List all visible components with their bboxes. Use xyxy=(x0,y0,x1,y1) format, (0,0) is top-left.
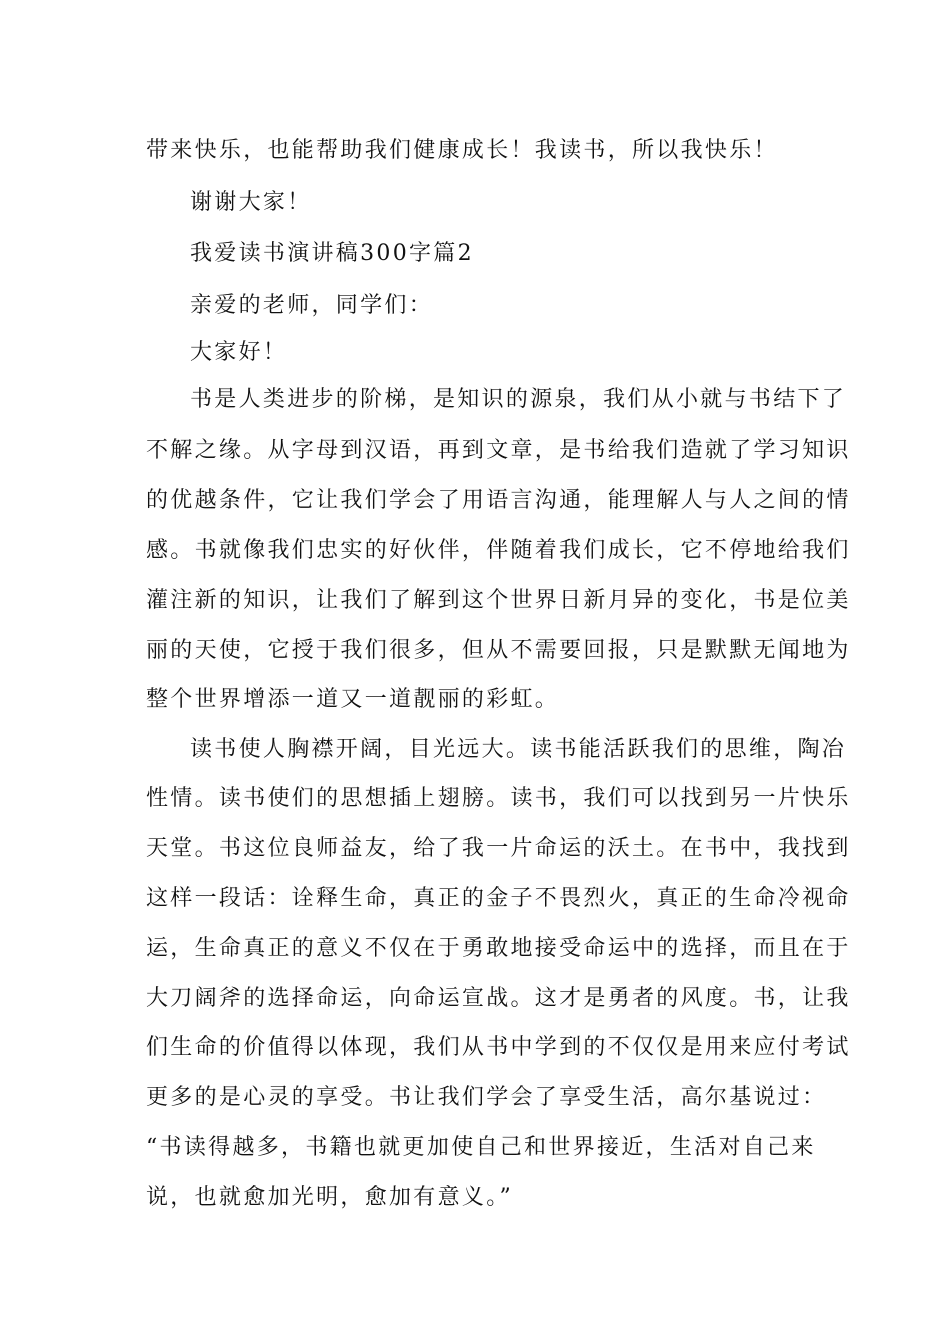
text-line: 更多的是心灵的享受。书让我们学会了享受生活，高尔基说过： xyxy=(146,1085,827,1110)
text-line: 丽的天使，它授于我们很多，但从不需要回报，只是默默无闻地为 xyxy=(146,638,851,663)
text-line: 大刀阔斧的选择命运，向命运宣战。这才是勇者的风度。书，让我 xyxy=(146,986,851,1011)
text-line: 感。书就像我们忠实的好伙伴，伴随着我们成长，它不停地给我们 xyxy=(146,538,851,563)
heading-line: 我爱读书演讲稿300字篇2 xyxy=(190,241,474,266)
text-line: 运，生命真正的意义不仅在于勇敢地接受命运中的选择，而且在于 xyxy=(146,936,851,961)
text-line: 书是人类进步的阶梯，是知识的源泉，我们从小就与书结下了 xyxy=(190,387,847,412)
text-line: 性情。读书使们的思想插上翅膀。读书，我们可以找到另一片快乐 xyxy=(146,786,851,811)
text-line: 们生命的价值得以体现，我们从书中学到的不仅仅是用来应付考试 xyxy=(146,1035,851,1060)
text-line: 大家好！ xyxy=(190,340,288,365)
text-line: 这样一段话：诠释生命，真正的金子不畏烈火，真正的生命冷视命 xyxy=(146,886,851,911)
text-line: 读书使人胸襟开阔，目光远大。读书能活跃我们的思维，陶冶 xyxy=(190,737,847,762)
text-line: 整个世界增添一道又一道靓丽的彩虹。 xyxy=(146,687,560,712)
text-line: 灌注新的知识，让我们了解到这个世界日新月异的变化，书是位美 xyxy=(146,588,851,613)
text-line: 天堂。书这位良师益友，给了我一片命运的沃土。在书中，我找到 xyxy=(146,836,851,861)
text-line: 谢谢大家！ xyxy=(190,190,312,215)
text-line: 的优越条件，它让我们学会了用语言沟通，能理解人与人之间的情 xyxy=(146,488,851,513)
text-line: 说，也就愈加光明，愈加有意义。” xyxy=(146,1185,514,1210)
text-line: 亲爱的老师，同学们： xyxy=(190,293,434,318)
text-line: “书读得越多，书籍也就更加使自己和世界接近，生活对自己来 xyxy=(146,1135,816,1160)
text-line: 不解之缘。从字母到汉语，再到文章，是书给我们造就了学习知识 xyxy=(146,438,851,463)
text-line: 带来快乐，也能帮助我们健康成长！我读书，所以我快乐！ xyxy=(146,138,778,163)
